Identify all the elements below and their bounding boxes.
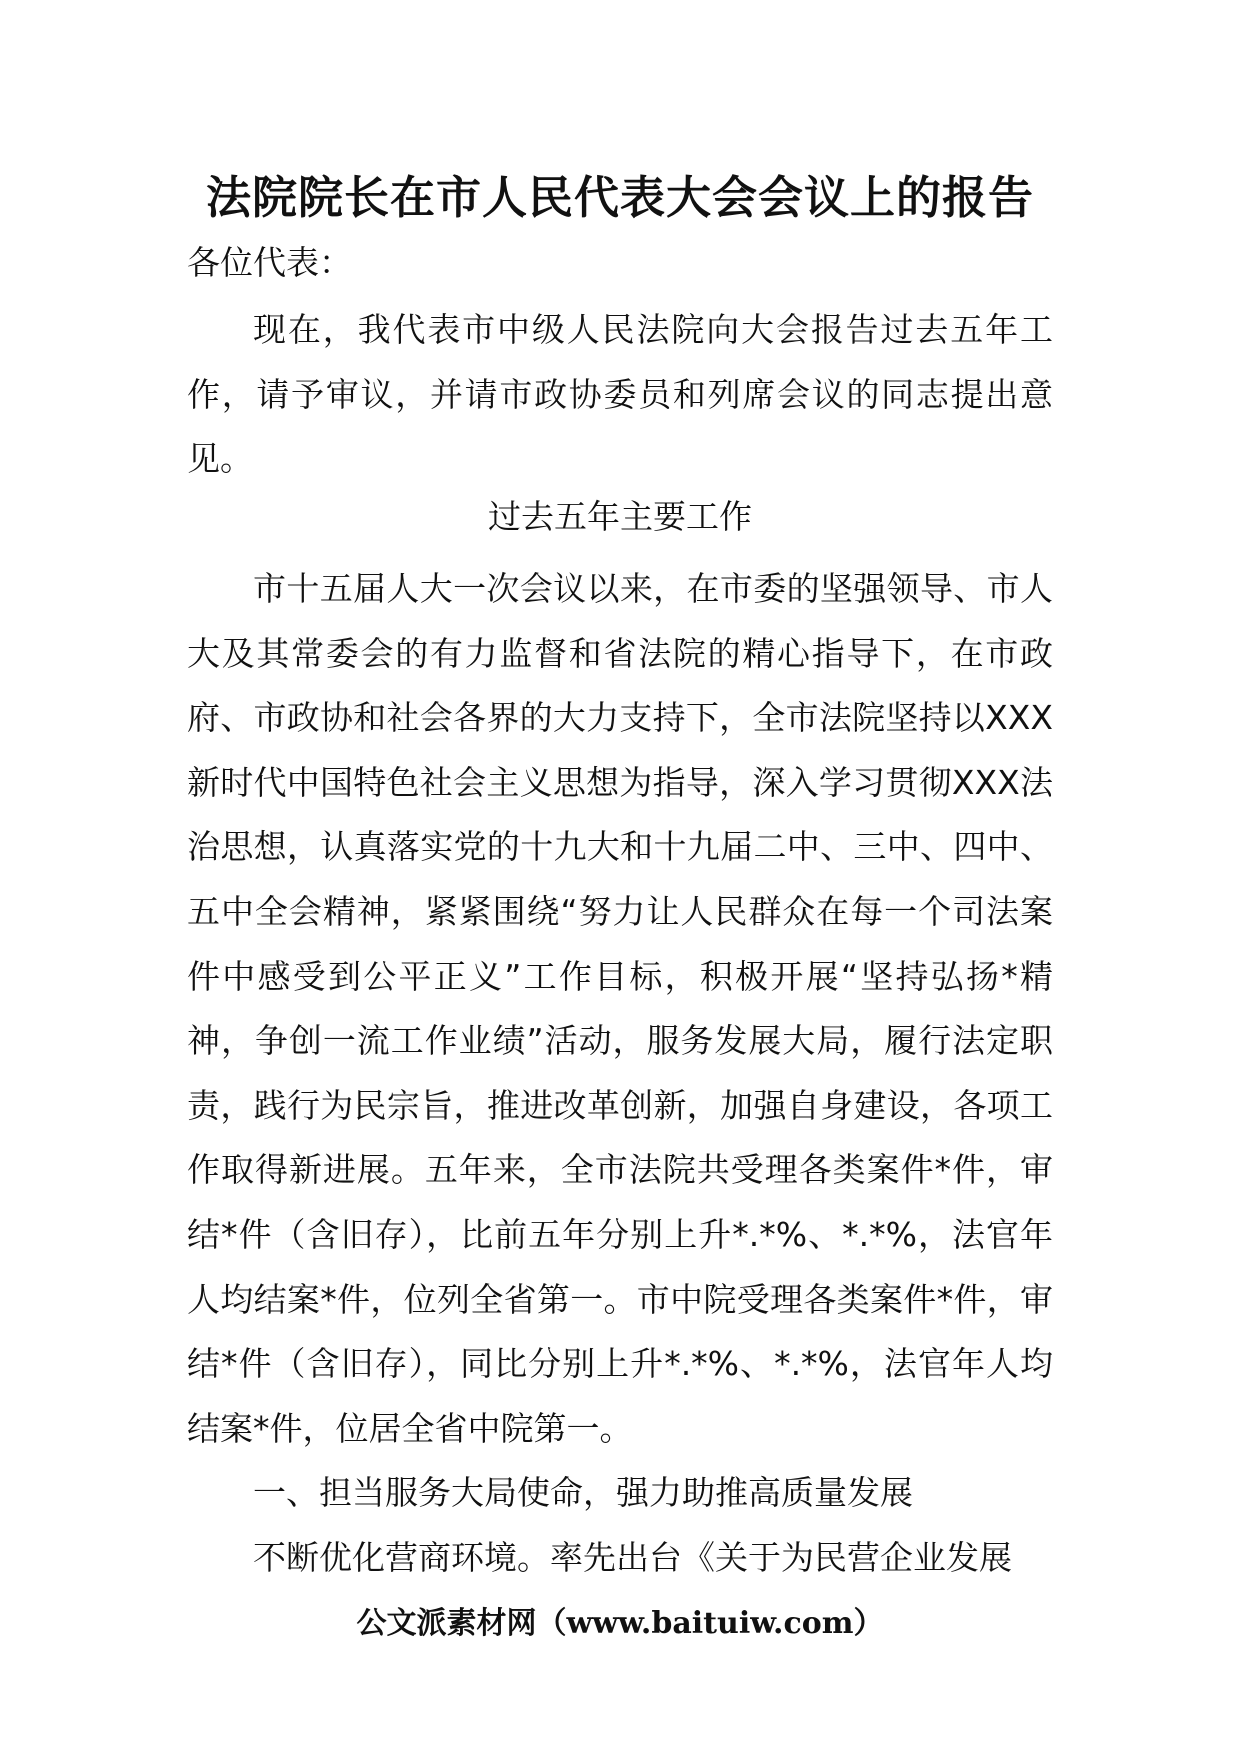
paragraph-business-environment: 不断优化营商环境。率先出台《关于为民营企业发展 bbox=[253, 1538, 1012, 1577]
document-title: 法院院长在市人民代表大会会议上的报告 bbox=[205, 171, 1034, 224]
footer-source: 公文派素材网（www.baituiw.com） bbox=[356, 1606, 884, 1641]
salutation: 各位代表： bbox=[187, 243, 352, 282]
paragraph-intro: 现在，我代表市中级人民法院向大会报告过去五年工作，请予审议，并请市政协委员和列席会议的同志提出意见。 bbox=[187, 310, 1053, 478]
heading-section-one: 一、担当服务大局使命，强力助推高质量发展 bbox=[253, 1473, 913, 1512]
paragraph-summary: 市十五届人大一次会议以来，在市委的坚强领导、市人大及其常委会的有力监督和省法院的精心指导下，在市政府、市政协和社会各界的大力支持下，全市法院坚持以XXX新时代中国特色社会主义思想为指导，深入学习贯彻XXX法治思想，认真落实党的十九大和十九届二中、三中、四中、五中全会精神，紧紧围绕“努力让人民群众在每一个司法案件中感受到公平正义”工作目标，积极开展“坚持弘扬*精神，争创一流工作业绩”活动，服务发展大局，履行法定职责，践行为民宗旨，推进改革创新，加强自身建设，各项工作取得新进展。五年来，全市法院共受理各类案件*件，审结*件（含旧存），比前五年分别上升*.*%、*.*%，法官年人均结案*件，位列全省第一。市中院受理各类案件*件，审结*件（含旧存），同比分别上升*.*%、*.*%，法官年人均结案*件，位居全省中院第一。 bbox=[187, 569, 1053, 1448]
section-title: 过去五年主要工作 bbox=[488, 497, 752, 536]
